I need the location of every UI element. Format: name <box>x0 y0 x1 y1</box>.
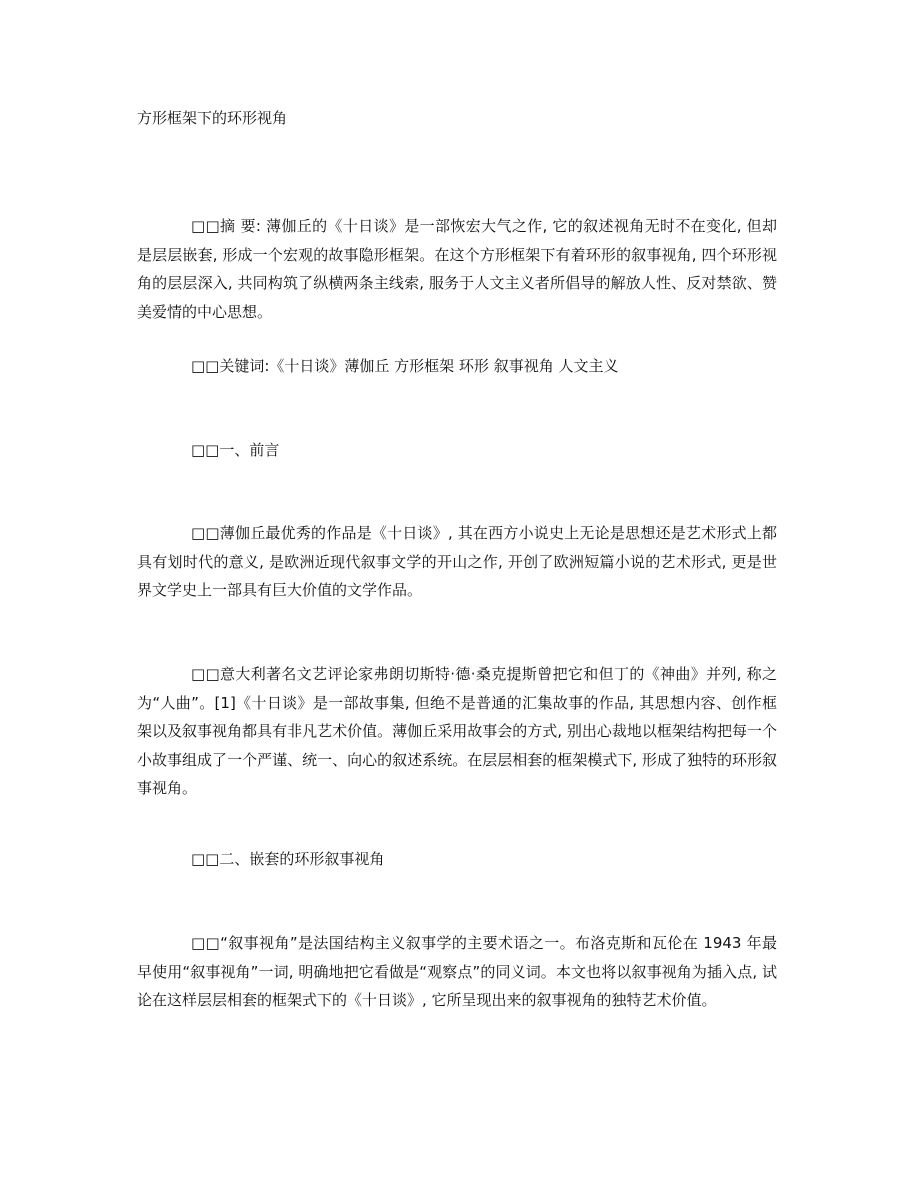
section-heading-introduction: □□一、前言 <box>191 441 280 459</box>
abstract-paragraph: □□摘 要: 薄伽丘的《十日谈》是一部恢宏大气之作, 它的叙述视角无时不在变化, 但却是层层嵌套, 形成一个宏观的故事隐形框架。在这个方形框架下有着环形的叙事视角, 四个环形视角的层层深入, 共同构筑了纵横两条主线索, 服务于人文主义者所倡导的解放人性、反对禁欲、赞美爱情的中心思想。 <box>137 217 777 321</box>
body-paragraph-3: □□“叙事视角”是法国结构主义叙事学的主要术语之一。布洛克斯和瓦伦在 1943 年最早使用“叙事视角”一词, 明确地把它看做是“观察点”的同义词。本文也将以叙事视角为插入点, 试论在这样层层相套的框架式下的《十日谈》, 它所呈现出来的叙事视角的独特艺术价值。 <box>137 934 777 1009</box>
document-title: 方形框架下的环形视角 <box>137 109 288 127</box>
keywords-line: □□关键词:《十日谈》薄伽丘 方形框架 环形 叙事视角 人文主义 <box>191 357 619 375</box>
section-heading-narrative-perspective: □□二、嵌套的环形叙事视角 <box>191 850 385 868</box>
body-paragraph-2: □□意大利著名文艺评论家弗朗切斯特·德·桑克提斯曾把它和但丁的《神曲》并列, 称之为“人曲”。[1]《十日谈》是一部故事集, 但绝不是普通的汇集故事的作品, 其思想内容、创作框架以及叙事视角都具有非凡艺术价值。薄伽丘采用故事会的方式, 别出心裁地以框架结构把每一个小故事组成了一个严谨、统一、向心的叙述系统。在层层相套的框架模式下, 形成了独特的环形叙事视角。 <box>137 665 777 797</box>
body-paragraph-1: □□薄伽丘最优秀的作品是《十日谈》, 其在西方小说史上无论是思想还是艺术形式上都具有划时代的意义, 是欧洲近现代叙事文学的开山之作, 开创了欧洲短篇小说的艺术形式, 更是世界文学史上一部具有巨大价值的文学作品。 <box>137 524 777 599</box>
